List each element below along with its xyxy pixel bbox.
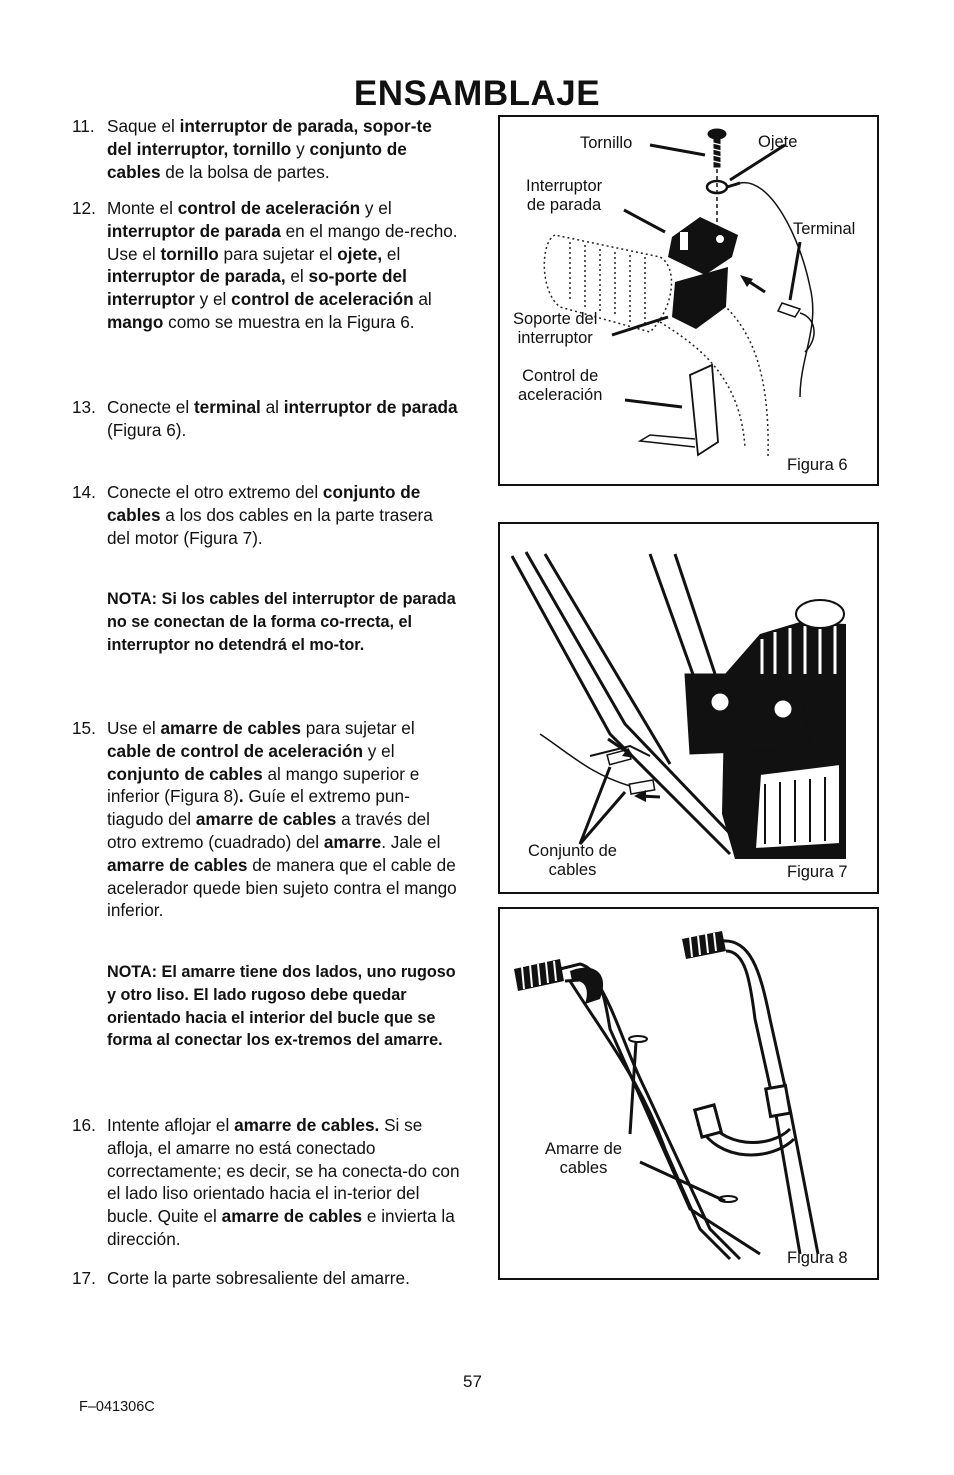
step-text-run: a través del otro extremo (cuadrado) del — [107, 809, 430, 852]
step-text — [107, 1114, 460, 1251]
step-text-run: Monte el — [107, 198, 178, 218]
step-text-run: Guíe el extremo pun-tiagudo del — [107, 786, 410, 830]
figure-8-drawing — [500, 909, 877, 1278]
step-number: 14. — [72, 482, 96, 502]
step-text-run: Conecte el otro extremo del — [107, 482, 323, 502]
step-text — [107, 1267, 460, 1290]
step-text-run: de la bolsa de partes. — [160, 161, 330, 182]
step-text-run: de manera que el cable de acelerador quede bien sujeto contra el mango inferior. — [107, 854, 457, 921]
callout-ojete: Ojete — [758, 133, 798, 151]
step-text-run: Conecte el — [107, 397, 194, 417]
step-text-run: para sujetar el — [218, 243, 338, 264]
step-text-run: ojete, — [337, 243, 383, 264]
step-12 — [72, 197, 460, 334]
step-text-run: y el — [360, 198, 392, 218]
step-number: 15. — [72, 718, 96, 738]
step-text-run: Use el — [107, 718, 161, 738]
step-16 — [72, 1114, 460, 1251]
step-text-run: en el mango de-recho. Use el — [107, 220, 458, 264]
figure-6-label: Figura 6 — [787, 456, 848, 474]
step-text-run: y el — [363, 740, 395, 761]
step-text-run: como se muestra en la Figura 6. — [163, 311, 415, 332]
figure-7-drawing — [500, 524, 877, 892]
step-text-run: amarre — [323, 831, 382, 852]
step-text-run: (Figura 6). — [107, 419, 187, 440]
step-number: 17. — [72, 1268, 96, 1288]
figure-6 — [498, 115, 879, 486]
left-grip-icon — [514, 959, 564, 991]
step-text — [107, 197, 460, 334]
right-grip-icon — [682, 931, 726, 959]
step-text-run: interruptor de parada — [107, 220, 281, 241]
callout-interruptor: Interruptor de parada — [526, 177, 603, 214]
step-text-run: e invierta la dirección. — [107, 1206, 455, 1249]
figure-6-drawing — [500, 117, 877, 484]
note-cables: NOTA: Si los cables del interruptor de parada no se conectan de la forma co-rrecta, el interruptor no detendrá el mo-tor. — [107, 590, 456, 654]
step-text-run: interruptor de parada, — [107, 266, 286, 287]
step-text-run: Corte la parte sobresaliente del amarre. — [107, 1268, 410, 1288]
step-text-run: conjunto de cables — [107, 763, 263, 784]
step-text-run: Si se afloja, el amarre no está conectado correctamente; es decir, se ha conecta-do con el lado liso orientado hacia el in-terior del bucle. Quite el — [107, 1115, 460, 1227]
step-text — [107, 717, 460, 922]
callout-amarre: Amarre de cables — [545, 1140, 623, 1177]
step-text-run: amarre de cables — [195, 809, 337, 830]
step-text-run: el — [285, 266, 309, 287]
step-text-run: terminal — [193, 397, 261, 417]
step-text-run: para sujetar el — [300, 718, 415, 738]
step-text — [107, 481, 460, 549]
step-text-run: a los dos cables en la parte trasera del motor (Figura 7). — [107, 504, 433, 548]
step-text-run: so-porte del interruptor — [107, 266, 407, 310]
step-13 — [72, 396, 460, 442]
step-number: 11. — [72, 116, 95, 136]
step-text-run: Intente aflojar el — [107, 1115, 235, 1135]
callout-conjunto: Conjunto de cables — [528, 842, 617, 879]
step-text — [107, 396, 460, 442]
callout-soporte: Soporte del interruptor — [513, 310, 598, 347]
step-text-run: amarre de cables — [160, 718, 301, 738]
step-text-run: y — [291, 138, 310, 159]
figure-7 — [498, 522, 879, 894]
page-number: 57 — [463, 1372, 482, 1391]
step-number: 12. — [72, 198, 96, 218]
step-text-run: mango — [107, 311, 164, 332]
step-number: 16. — [72, 1115, 96, 1135]
step-text-run: interruptor de parada, sopor-te del interruptor, tornillo — [107, 116, 432, 159]
step-text-run: Saque el — [107, 116, 180, 136]
step-text-run: el — [382, 243, 401, 264]
step-text-run: al — [260, 397, 284, 417]
step-text-run: amarre de cables — [221, 1206, 363, 1227]
step-text-run: . — [238, 786, 244, 807]
step-text-run: interruptor de parada — [283, 397, 458, 417]
callout-tornillo: Tornillo — [580, 134, 633, 152]
step-text — [107, 115, 460, 183]
step-text-run: al mango superior e inferior (Figura 8) — [107, 763, 420, 807]
step-text-run: cable de control de aceleración — [107, 740, 363, 761]
step-17 — [72, 1267, 460, 1290]
callout-terminal: Terminal — [793, 220, 856, 238]
step-11 — [72, 115, 460, 183]
step-text-run: conjunto de cables — [107, 482, 421, 525]
stop-switch-icon — [668, 217, 738, 275]
step-text-run: conjunto de cables — [107, 138, 407, 182]
page-title: ENSAMBLAJE — [353, 74, 601, 113]
step-14 — [72, 481, 460, 549]
step-text-run: amarre de cables. — [234, 1115, 380, 1135]
document-code: F–041306C — [79, 1399, 155, 1415]
step-text-run: tornillo — [160, 243, 219, 264]
screw-icon — [708, 129, 726, 167]
figure-7-label: Figura 7 — [787, 863, 848, 881]
engine-icon — [685, 600, 846, 859]
step-text-run: . Jale el — [381, 831, 441, 852]
step-text-run: amarre de cables — [107, 854, 248, 875]
step-number: 13. — [72, 397, 96, 417]
callout-control: Control de aceleración — [518, 367, 603, 404]
figure-8-label: Figura 8 — [787, 1249, 848, 1267]
note-amarre: NOTA: El amarre tiene dos lados, uno rugoso y otro liso. El lado rugoso debe quedar orientado hacia el interior del bucle que se forma al conectar los ex-tremos del amarre. — [107, 963, 456, 1050]
figure-8 — [498, 907, 879, 1280]
step-text-run: y el — [194, 289, 232, 310]
step-15 — [72, 717, 460, 922]
step-text-run: control de aceleración — [177, 198, 361, 218]
step-text-run: control de aceleración — [231, 289, 414, 310]
step-text-run: al — [413, 289, 432, 310]
